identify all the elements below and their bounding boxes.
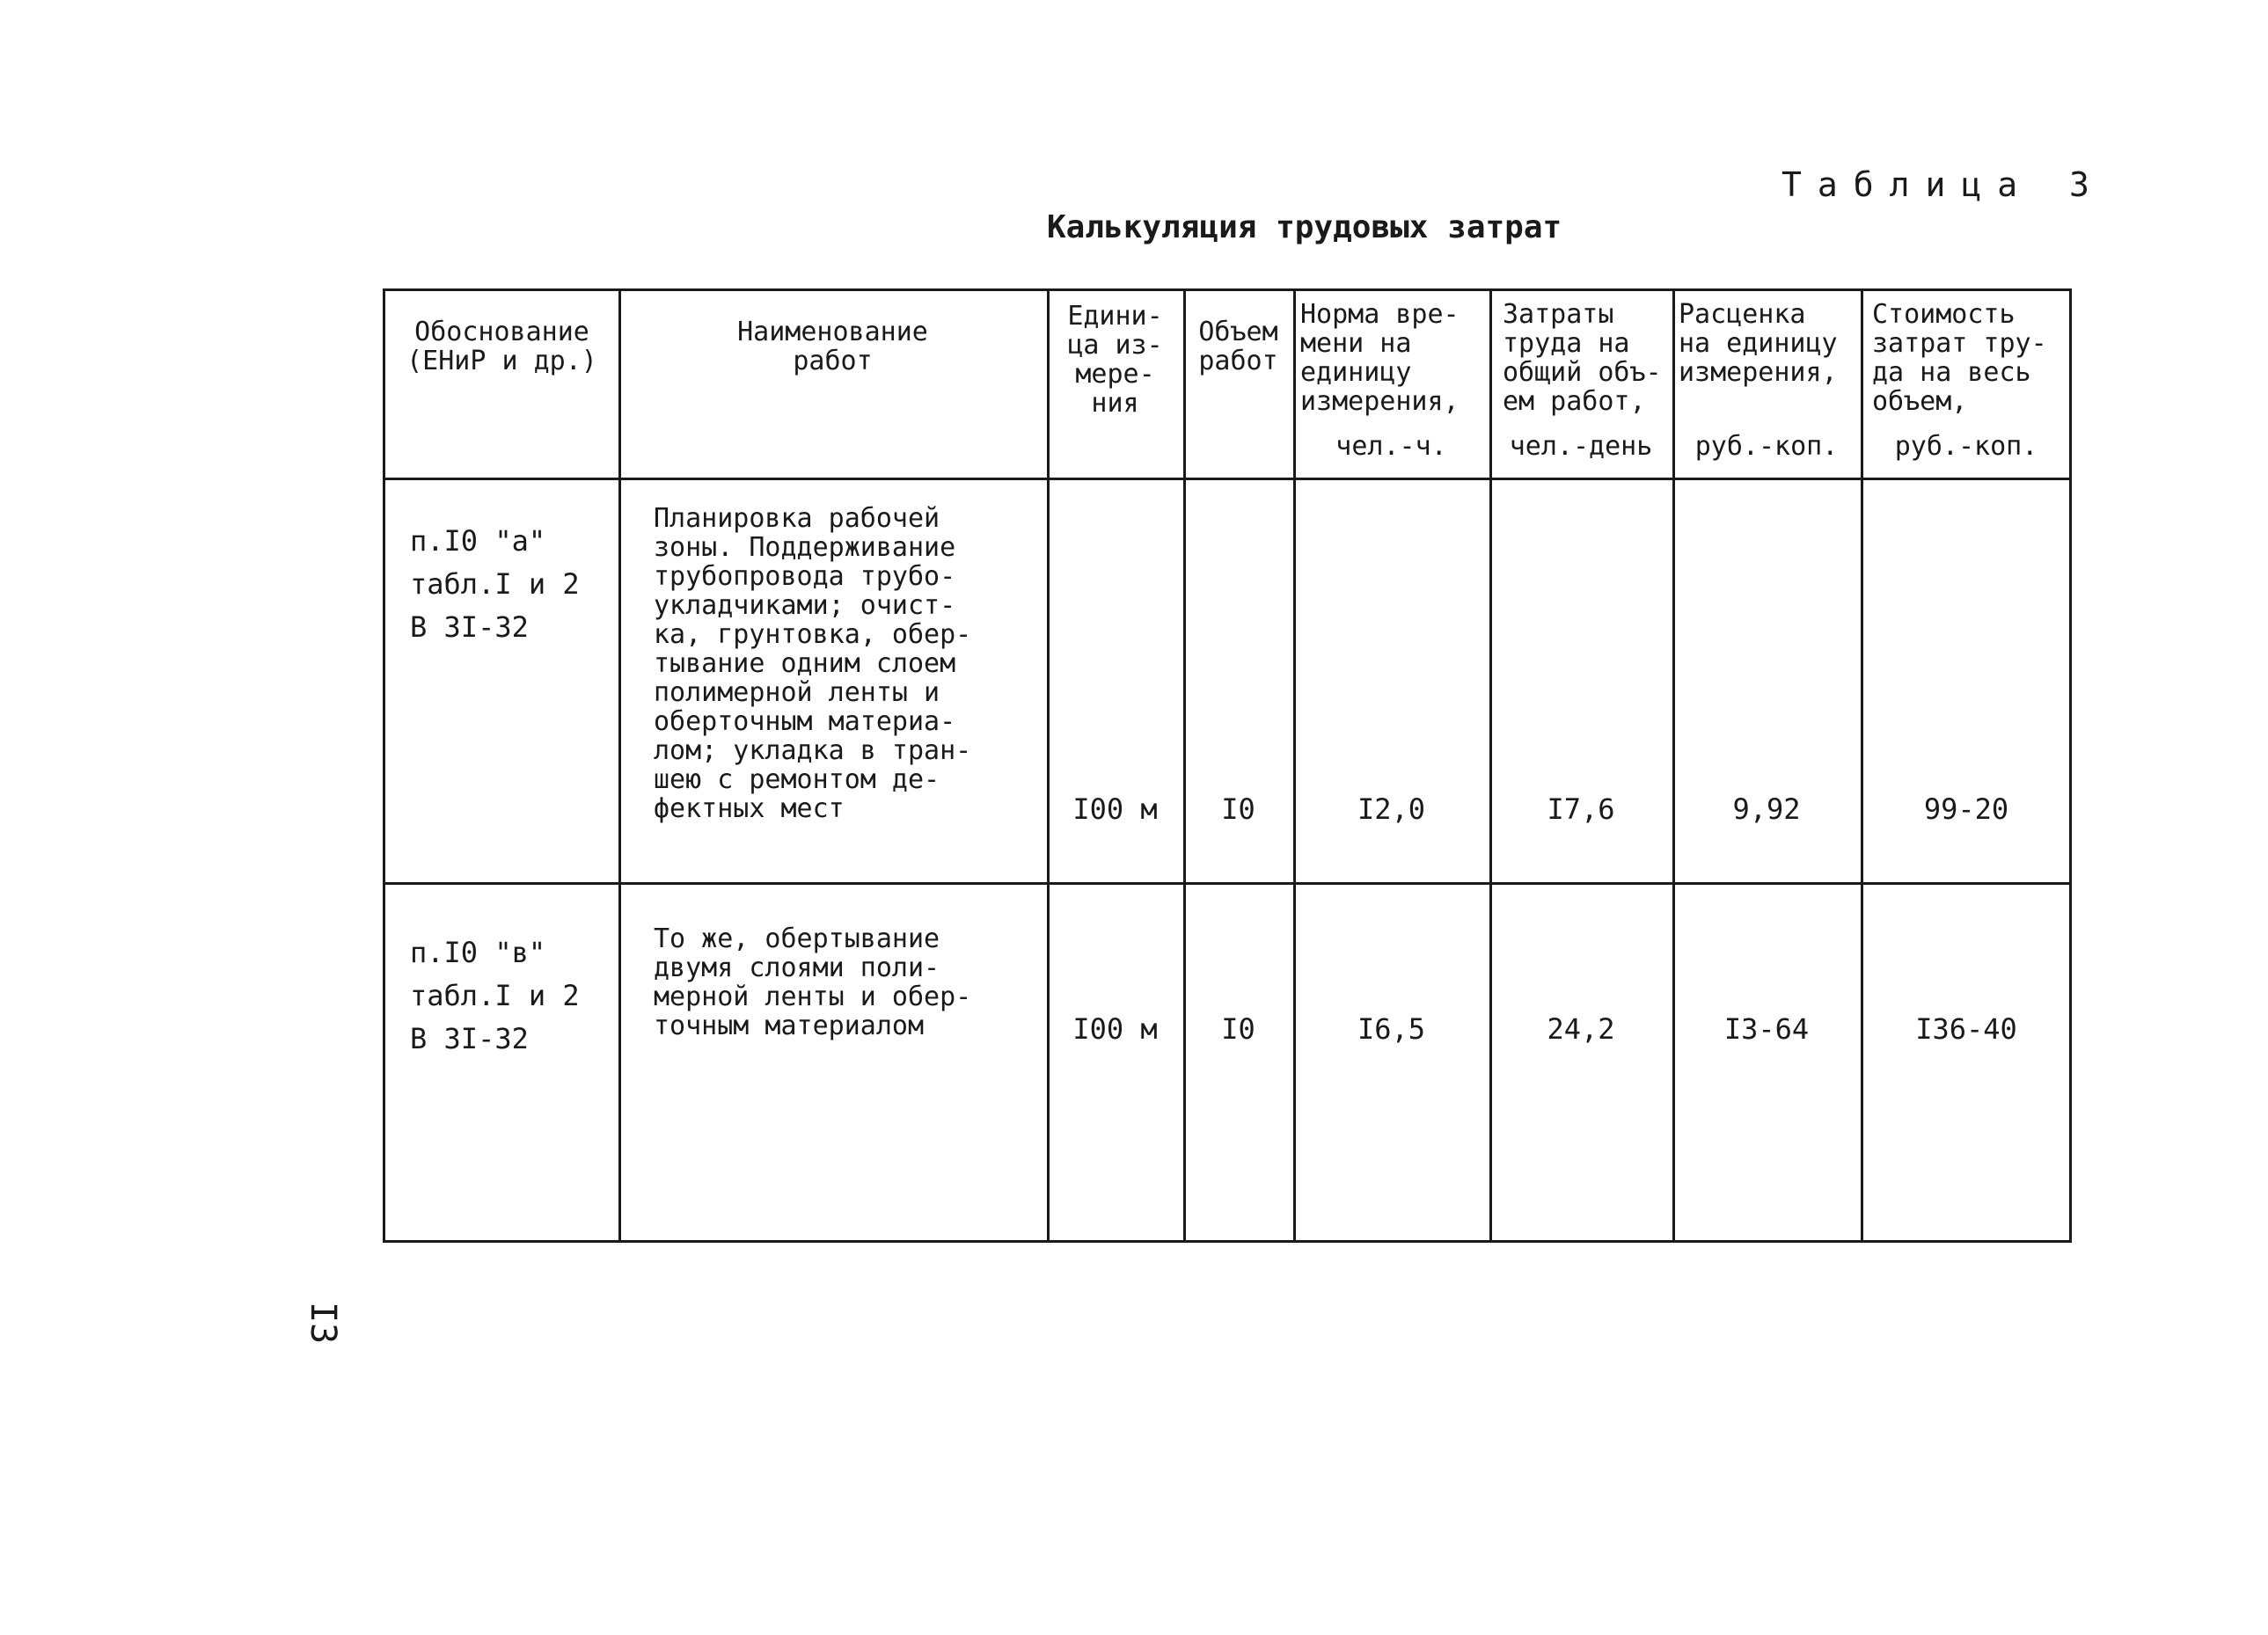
column-divider — [618, 291, 621, 1240]
header-basis: Обоснование (ЕНиР и др.) — [406, 317, 597, 376]
row2-volume: I0 — [1221, 1012, 1255, 1046]
row1-time-norm: I2,0 — [1357, 792, 1426, 826]
row1-total-cost: 99-20 — [1923, 792, 2009, 826]
header-time-norm-unit: чел.-ч. — [1335, 431, 1447, 462]
row2-time-norm: I6,5 — [1357, 1012, 1426, 1046]
row2-rate: I3-64 — [1723, 1012, 1810, 1046]
row2-unit: I00 м — [1072, 1012, 1158, 1046]
header-rate: Расценка на единицу измерения, — [1679, 299, 1838, 388]
header-work-name: Наименование работ — [737, 317, 928, 376]
row2-work-name: То же, обертывание двумя слоями поли- мерной ленты и обер- точным материалом — [654, 923, 972, 1041]
row1-rate: 9,92 — [1732, 792, 1801, 826]
header-volume: Объем работ — [1198, 317, 1278, 376]
row1-volume: I0 — [1221, 792, 1255, 826]
header-total-cost: Стоимость затрат тру- да на весь объем, — [1872, 299, 2047, 417]
header-rate-unit: руб.-коп. — [1694, 431, 1839, 462]
column-divider — [1047, 291, 1050, 1240]
row1-basis: п.I0 "а" табл.I и 2 В 3I-32 — [410, 524, 580, 644]
row1-work-name: Планировка рабочей зоны. Поддерживание трубопровода трубо- укладчиками; очист- ка, грунтовка, обер- тывание одним слоем полимерной ленты и оберточным материа- лом; укладка в тран- шею с ремонтом де- фектных мест — [654, 503, 972, 824]
header-time-norm: Норма вре- мени на единицу измерения, — [1300, 299, 1460, 417]
row1-labor-cost: I7,6 — [1547, 792, 1615, 826]
row2-total-cost: I36-40 — [1915, 1012, 2017, 1046]
column-divider — [1183, 291, 1186, 1240]
header-divider — [385, 478, 2069, 480]
page-number: I3 — [303, 1302, 343, 1345]
table-label: Таблица 3 — [1781, 165, 2105, 204]
row2-labor-cost: 24,2 — [1547, 1012, 1615, 1046]
row1-unit: I00 м — [1072, 792, 1158, 826]
header-total-cost-unit: руб.-коп. — [1894, 431, 2038, 462]
header-unit: Едини- ца из- мере- ния — [1067, 301, 1163, 419]
row2-basis: п.I0 "в" табл.I и 2 В 3I-32 — [410, 936, 580, 1055]
row-divider — [385, 882, 2069, 885]
table-caption: Калькуляция трудовых затрат — [1047, 209, 1562, 245]
header-labor-cost: Затраты труда на общий объ- ем работ, — [1503, 299, 1662, 417]
header-labor-cost-unit: чел.-день — [1509, 431, 1653, 462]
labor-cost-table — [383, 288, 2072, 1243]
